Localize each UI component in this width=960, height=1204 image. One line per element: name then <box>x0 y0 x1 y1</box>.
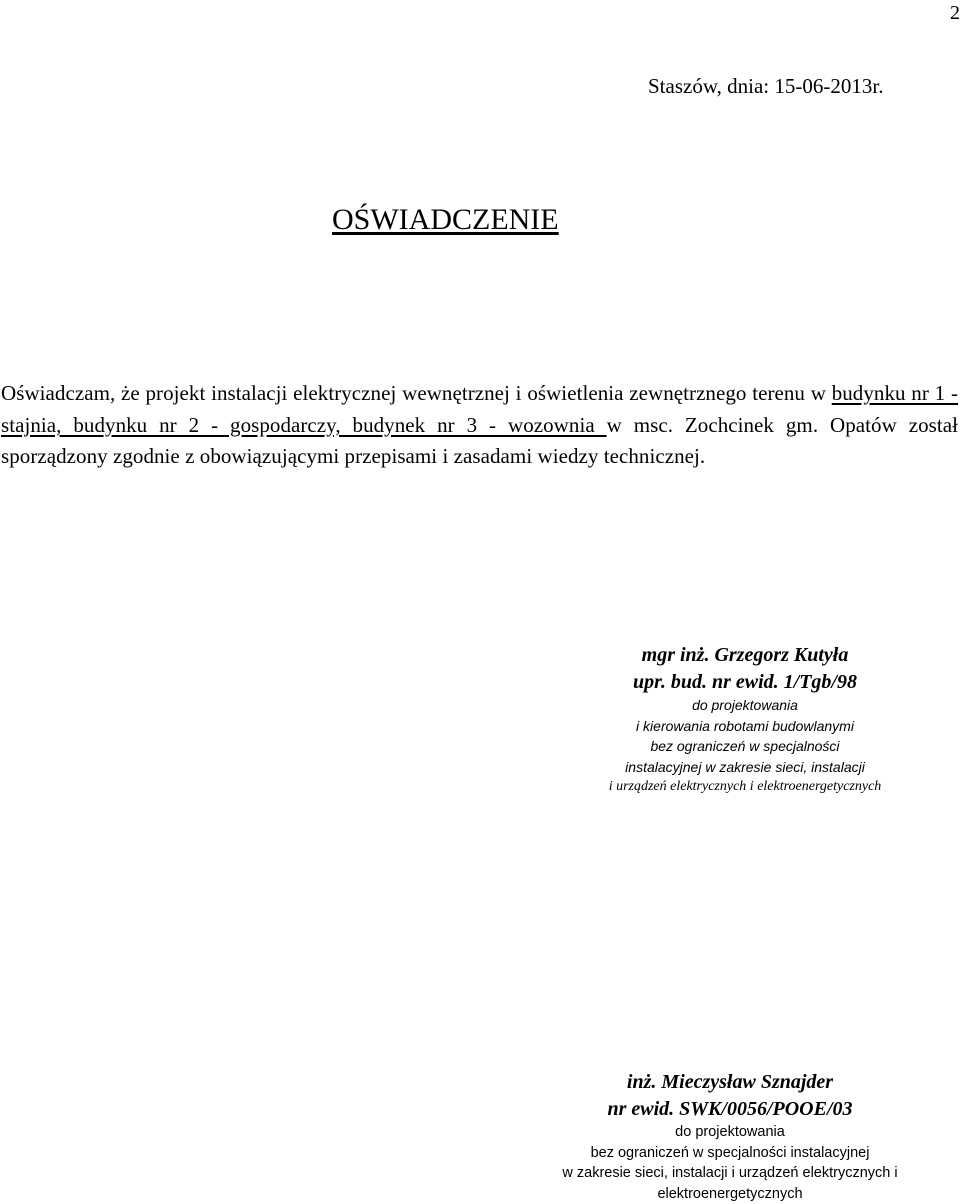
qualification-line: do projektowania <box>540 695 950 716</box>
document-title: OŚWIADCZENIE <box>332 203 559 237</box>
statement-text-start: Oświadczam, że projekt instalacji elektrycznej wewnętrznej i oświetlenia zewnętrznego terenu w <box>1 381 832 405</box>
qualification-line: i kierowania robotami budowlanymi <box>540 716 950 737</box>
qualification-line: elektroenergetycznych <box>520 1184 940 1204</box>
signatory-name: mgr inż. Grzegorz Kutyła <box>540 642 950 669</box>
qualification-line: bez ograniczeń w specjalności instalacyjnej <box>520 1143 940 1164</box>
qualification-line: instalacyjnej w zakresie sieci, instalacji <box>540 757 950 778</box>
qualification-line: do projektowania <box>520 1122 940 1143</box>
qualification-line: i urządzeń elektrycznych i elektroenergetycznych <box>540 777 950 798</box>
page-number: 2 <box>946 2 960 25</box>
qualification-line: bez ograniczeń w specjalności <box>540 736 950 757</box>
statement-paragraph <box>1 378 958 473</box>
signature-block-kutyla <box>540 642 950 798</box>
qualification-line: w zakresie sieci, instalacji i urządzeń elektrycznych i <box>520 1163 940 1184</box>
signature-block-sznajder <box>520 1069 940 1204</box>
license-number: upr. bud. nr ewid. 1/Tgb/98 <box>540 669 950 695</box>
signatory-name: inż. Mieczysław Sznajder <box>520 1069 940 1096</box>
date-line: Staszów, dnia: 15-06-2013r. <box>648 74 883 99</box>
statement-text-end: w msc. Zochcinek gm. Opatów został sporządzony zgodnie z obowiązującymi przepisami i zasadami wiedzy technicznej. <box>1 413 958 469</box>
license-number: nr ewid. SWK/0056/POOE/03 <box>520 1096 940 1122</box>
statement-buildings-underlined: budynku nr 1 - stajnia, budynku nr 2 - gospodarczy, budynek nr 3 - wozownia <box>1 381 958 437</box>
